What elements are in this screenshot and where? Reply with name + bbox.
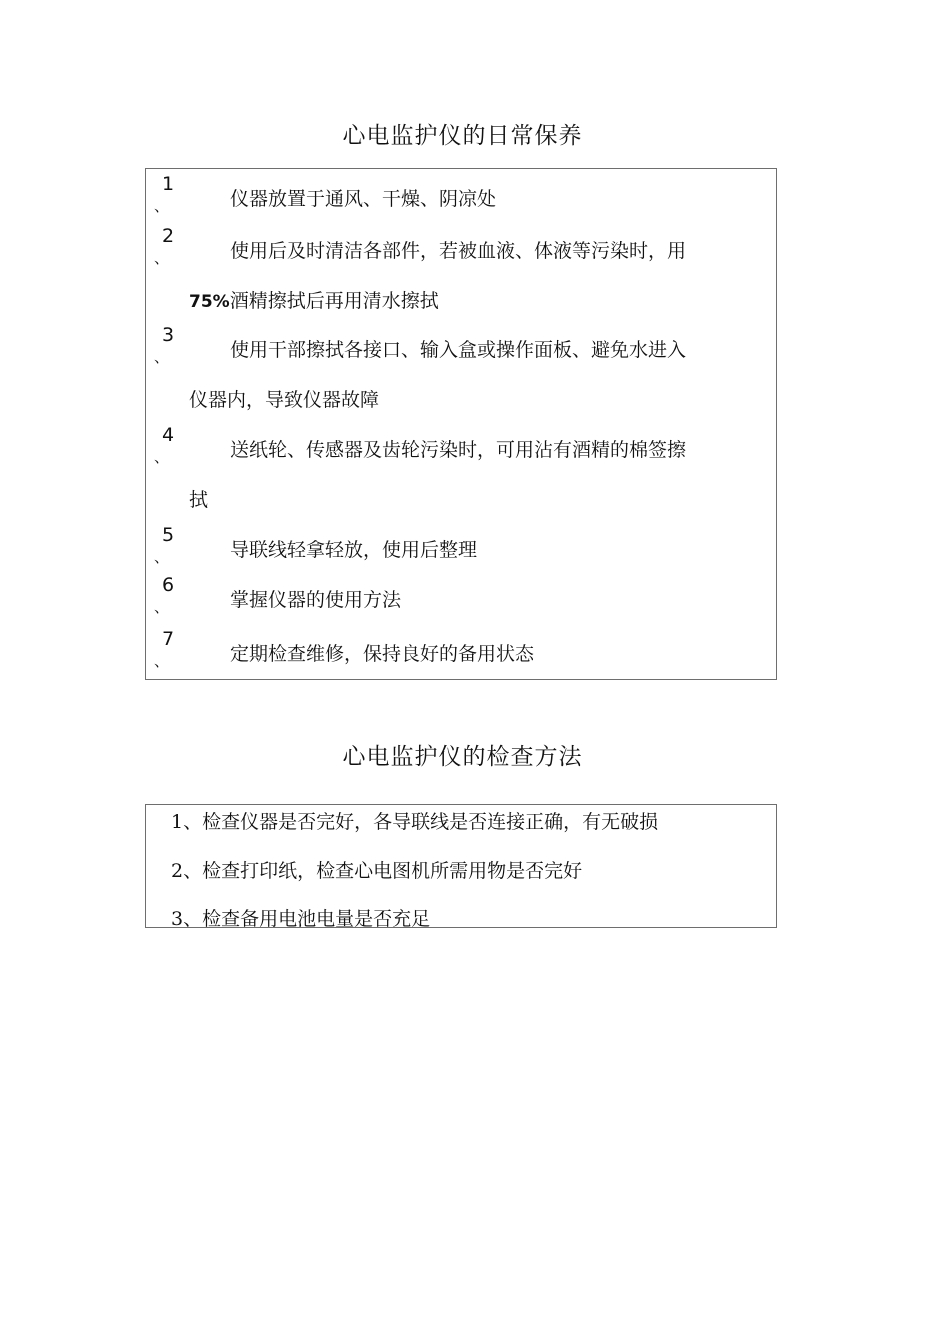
item-number: 3 — [162, 324, 175, 346]
item-separator: 、 — [154, 348, 170, 366]
item-text-continued: 仪器内，导致仪器故障 — [189, 389, 380, 411]
check-item: 1、检查仪器是否完好，各导联线是否连接正确，有无破损 — [171, 811, 659, 833]
item-separator: 、 — [154, 448, 170, 466]
item-text: 导联线轻拿轻放，使用后整理 — [230, 539, 478, 561]
item-text-continued: 拭 — [189, 489, 209, 511]
inspection-list — [145, 804, 777, 928]
maintenance-title: 心电监护仪的日常保养 — [342, 123, 583, 149]
percent-value: 75% — [189, 292, 230, 312]
item-text: 定期检查维修，保持良好的备用状态 — [230, 643, 535, 665]
item-number: 6 — [162, 574, 175, 596]
item-number: 2 — [162, 225, 175, 247]
item-number: 7 — [162, 628, 175, 650]
item-text: 仪器放置于通风、干燥、阴凉处 — [230, 188, 497, 210]
item-text-continued — [189, 286, 439, 313]
item-separator: 、 — [154, 598, 170, 616]
item-text-continued-rest: 酒精擦拭后再用清水擦拭 — [229, 290, 439, 312]
item-number: 1 — [162, 173, 175, 195]
item-text: 使用后及时清洁各部件，若被血液、体液等污染时，用 — [230, 240, 687, 262]
item-number: 5 — [162, 524, 175, 546]
item-number: 4 — [162, 424, 175, 446]
item-text: 送纸轮、传感器及齿轮污染时，可用沾有酒精的棉签擦 — [230, 439, 687, 461]
item-text: 掌握仪器的使用方法 — [230, 589, 402, 611]
check-item: 3、检查备用电池电量是否充足 — [171, 908, 431, 930]
item-separator: 、 — [154, 548, 170, 566]
item-separator: 、 — [154, 197, 170, 215]
item-text: 使用干部擦拭各接口、输入盒或操作面板、避免水进入 — [230, 339, 687, 361]
inspection-title: 心电监护仪的检查方法 — [342, 744, 583, 770]
maintenance-list — [145, 168, 777, 680]
check-item: 2、检查打印纸，检查心电图机所需用物是否完好 — [171, 860, 583, 882]
item-separator: 、 — [154, 652, 170, 670]
item-separator: 、 — [154, 249, 170, 267]
